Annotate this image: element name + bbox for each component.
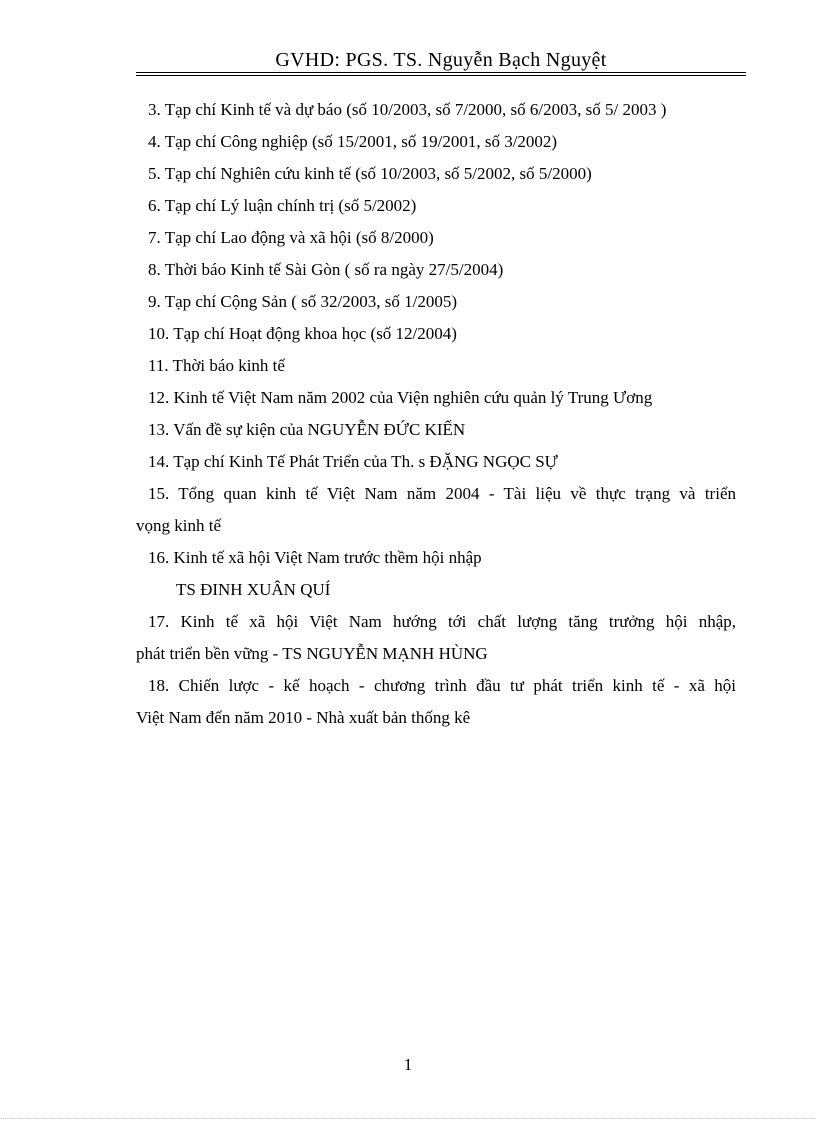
reference-item-18 (136, 670, 736, 734)
reference-item-16: 16. Kinh tế xã hội Việt Nam trước thềm hội nhập (148, 548, 482, 567)
reference-item-15-line2: vọng kinh tế (136, 516, 221, 535)
reference-item-17-line2: phát triển bền vững - TS NGUYỄN MẠNH HÙNG (136, 644, 488, 663)
page-number: 1 (403, 1055, 413, 1074)
reference-list (136, 94, 736, 734)
reference-item-15 (136, 478, 736, 542)
reference-item-17-line1: 17. Kinh tế xã hội Việt Nam hướng tới chất lượng tăng trưởng hội nhập, (148, 612, 736, 631)
header-rule-bottom (136, 75, 746, 76)
reference-item-3: 3. Tạp chí Kinh tế và dự báo (số 10/2003, số 7/2000, số 6/2003, số 5/ 2003 ) (148, 100, 667, 119)
reference-item-18-line1: 18. Chiến lược - kế hoạch - chương trình đầu tư phát triển kinh tế - xã hội (148, 676, 736, 695)
reference-item-4: 4. Tạp chí Công nghiệp (số 15/2001, số 19/2001, số 3/2002) (148, 132, 558, 151)
reference-item-9: 9. Tạp chí Cộng Sản ( số 32/2003, số 1/2005) (148, 292, 457, 311)
page-bottom-border (0, 1118, 816, 1119)
header-rule-top (136, 72, 746, 73)
reference-item-10: 10. Tạp chí Hoạt động khoa học (số 12/2004) (148, 324, 457, 343)
reference-item-7: 7. Tạp chí Lao động và xã hội (số 8/2000) (148, 228, 434, 247)
page-header: GVHD: PGS. TS. Nguyễn Bạch Nguyệt (275, 49, 607, 71)
reference-item-11: 11. Thời báo kinh tế (148, 356, 285, 375)
reference-item-18-line2: Việt Nam đến năm 2010 - Nhà xuất bản thống kê (136, 708, 471, 727)
reference-item-8: 8. Thời báo Kinh tế Sài Gòn ( số ra ngày 27/5/2004) (148, 260, 504, 279)
reference-item-12: 12. Kinh tế Việt Nam năm 2002 của Viện nghiên cứu quản lý Trung Ương (148, 388, 653, 407)
reference-item-13: 13. Vấn đề sự kiện của NGUYỄN ĐỨC KIẾN (148, 420, 466, 439)
reference-item-17 (136, 606, 736, 670)
reference-item-14: 14. Tạp chí Kinh Tế Phát Triển của Th. s ĐẶNG NGỌC SỰ (148, 452, 558, 471)
reference-item-6: 6. Tạp chí Lý luận chính trị (số 5/2002) (148, 196, 417, 215)
reference-item-16-author: TS ĐINH XUÂN QUÍ (176, 580, 331, 599)
reference-item-5: 5. Tạp chí Nghiên cứu kinh tế (số 10/2003, số 5/2002, số 5/2000) (148, 164, 592, 183)
reference-item-15-line1: 15. Tổng quan kinh tế Việt Nam năm 2004 - Tài liệu về thực trạng và triển (148, 484, 736, 503)
